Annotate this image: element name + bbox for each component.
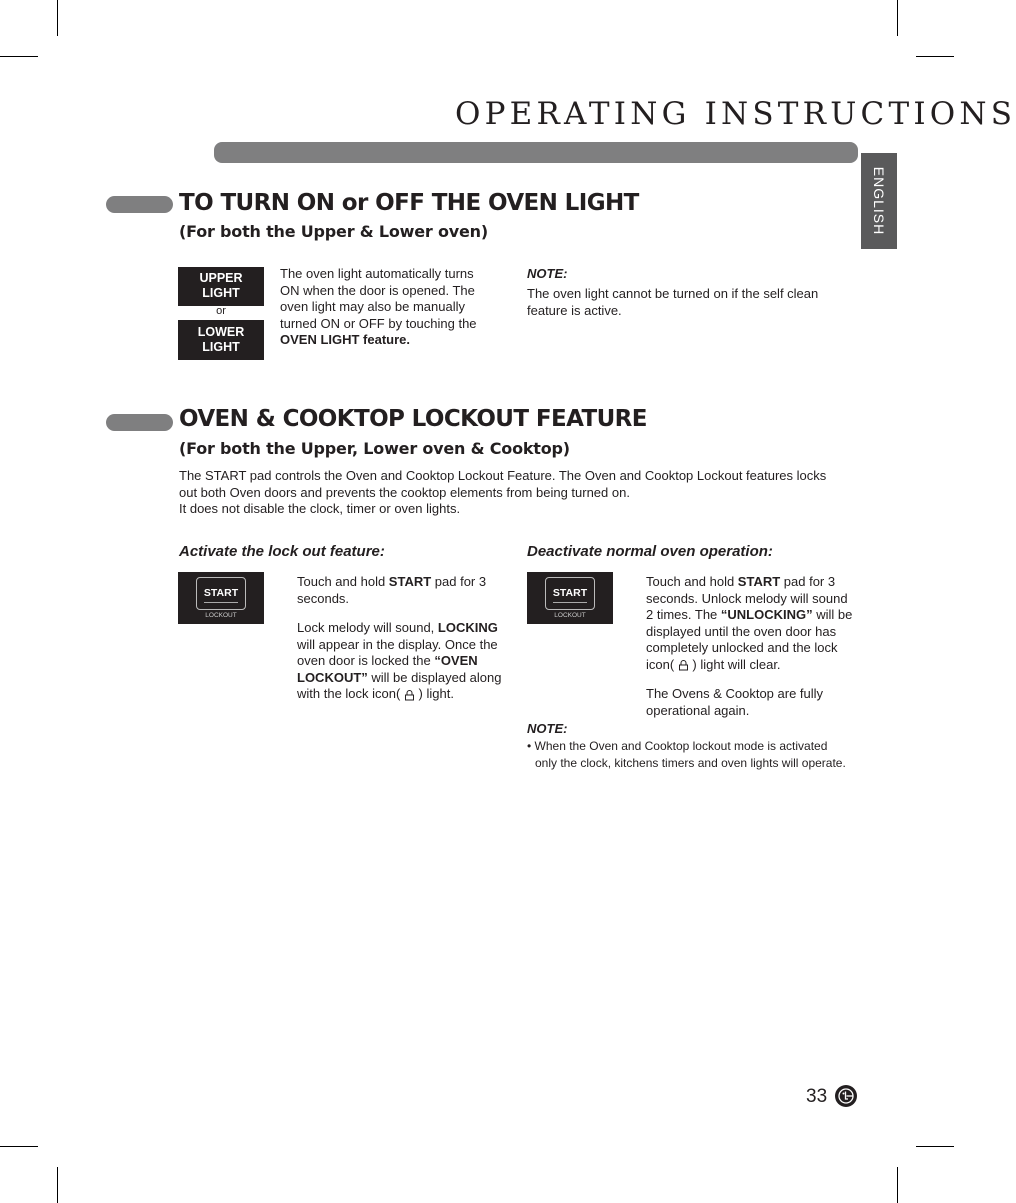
lockout-intro-text: The START pad controls the Oven and Cooktop Lockout Feature. The Oven and Cooktop Lockout features locks out both Oven doors and prevents the cooktop elements from being turned on. — [179, 468, 827, 500]
start-keyword: START — [388, 574, 432, 589]
oven-light-note-text: The oven light cannot be turned on if the self clean feature is active. — [527, 286, 819, 318]
activate-step-1-text: Touch and hold — [297, 574, 389, 589]
crop-mark — [57, 0, 58, 36]
start-button-label: START — [203, 587, 239, 599]
crop-mark — [916, 56, 954, 57]
lower-light-pad-label: LOWER LIGHT — [197, 325, 245, 354]
activate-heading: Activate the lock out feature: — [179, 543, 385, 560]
page-number: 33 — [806, 1086, 828, 1107]
lockout-sublabel: LOCKOUT — [554, 612, 586, 619]
oven-light-subtitle: (For both the Upper & Lower oven) — [179, 222, 488, 241]
start-button-label: START — [552, 587, 588, 599]
activate-step-2-text-end: ) light. — [414, 686, 454, 701]
lg-logo-mark — [835, 1085, 857, 1107]
lockout-sublabel: LOCKOUT — [205, 612, 237, 619]
deactivate-step-1-text-end: ) light will clear. — [688, 656, 781, 672]
crop-mark — [897, 0, 898, 36]
lockout-intro — [179, 468, 844, 518]
activate-step-2-text: Lock melody will sound, — [297, 620, 438, 635]
lock-icon — [678, 659, 689, 671]
activate-step-2-text-b: will appear in the display. Once the oven door is locked the — [297, 636, 498, 668]
activate-step-1 — [297, 574, 503, 607]
deactivate-step-1-text-c: will be displayed until the oven door has completely unlocked and the lock icon( — [646, 607, 853, 672]
locking-keyword: LOCKING — [437, 620, 498, 635]
language-tab — [861, 153, 897, 249]
oven-lockout-keyword: “OVEN LOCKOUT” — [297, 653, 478, 685]
start-keyword: START — [737, 574, 781, 589]
deactivate-step-1 — [646, 574, 858, 673]
section-marker — [106, 196, 173, 213]
activate-step-2 — [297, 620, 503, 703]
lockout-note-label: NOTE: — [527, 721, 568, 736]
deactivate-heading: Deactivate normal oven operation: — [527, 543, 773, 560]
oven-light-note-label: NOTE: — [527, 266, 568, 281]
lockout-note-line-1: • When the Oven and Cooktop lockout mode is activated — [527, 739, 828, 753]
start-pad-panel — [527, 572, 613, 624]
section-marker — [106, 414, 173, 431]
upper-light-pad — [178, 267, 264, 306]
lg-logo-icon — [835, 1085, 857, 1107]
start-button-divider — [553, 602, 587, 603]
activate-step-1-text-end: pad for 3 seconds. — [297, 574, 487, 606]
start-button — [545, 577, 595, 610]
lockout-note-line-2: only the clock, kitchens timers and oven lights will operate. — [535, 755, 846, 770]
lock-icon — [404, 689, 415, 701]
crop-mark — [0, 56, 38, 57]
deactivate-description — [646, 574, 858, 719]
oven-light-title: TO TURN ON or OFF THE OVEN LIGHT — [179, 190, 639, 216]
oven-light-text: The oven light automatically turns ON when the door is opened. The oven light may also be manually turned ON or OFF by touching the — [280, 266, 477, 331]
crop-mark — [0, 1146, 38, 1147]
upper-light-pad-label: UPPER LIGHT — [199, 271, 243, 300]
lower-light-pad — [178, 320, 264, 360]
oven-light-feature: OVEN LIGHT feature. — [280, 332, 411, 347]
deactivate-step-2: The Ovens & Cooktop are fully operational again. — [646, 686, 824, 718]
start-button — [196, 577, 246, 610]
crop-mark — [57, 1167, 58, 1203]
deactivate-step-1-text: Touch and hold — [646, 574, 738, 589]
language-tab-label: ENGLISH — [871, 166, 887, 236]
page-title: OPERATING INSTRUCTIONS — [455, 96, 1016, 132]
activate-description — [297, 574, 503, 703]
title-bar — [214, 142, 858, 163]
lockout-note — [527, 738, 867, 771]
start-button-divider — [204, 602, 238, 603]
lockout-subtitle: (For both the Upper, Lower oven & Cooktop) — [179, 439, 570, 458]
activate-step-2-text-c: will be displayed along with the lock icon( — [297, 669, 502, 701]
lockout-title: OVEN & COOKTOP LOCKOUT FEATURE — [179, 406, 647, 432]
deactivate-step-1-text-b: pad for 3 seconds. Unlock melody will sound 2 times. The — [646, 574, 848, 622]
pad-or-label: or — [216, 305, 226, 317]
crop-mark — [916, 1146, 954, 1147]
crop-mark — [897, 1167, 898, 1203]
unlocking-keyword: “UNLOCKING” — [720, 607, 813, 622]
start-pad-panel — [178, 572, 264, 624]
lockout-intro-text-2: It does not disable the clock, timer or oven lights. — [179, 501, 461, 516]
oven-light-description — [280, 266, 494, 349]
